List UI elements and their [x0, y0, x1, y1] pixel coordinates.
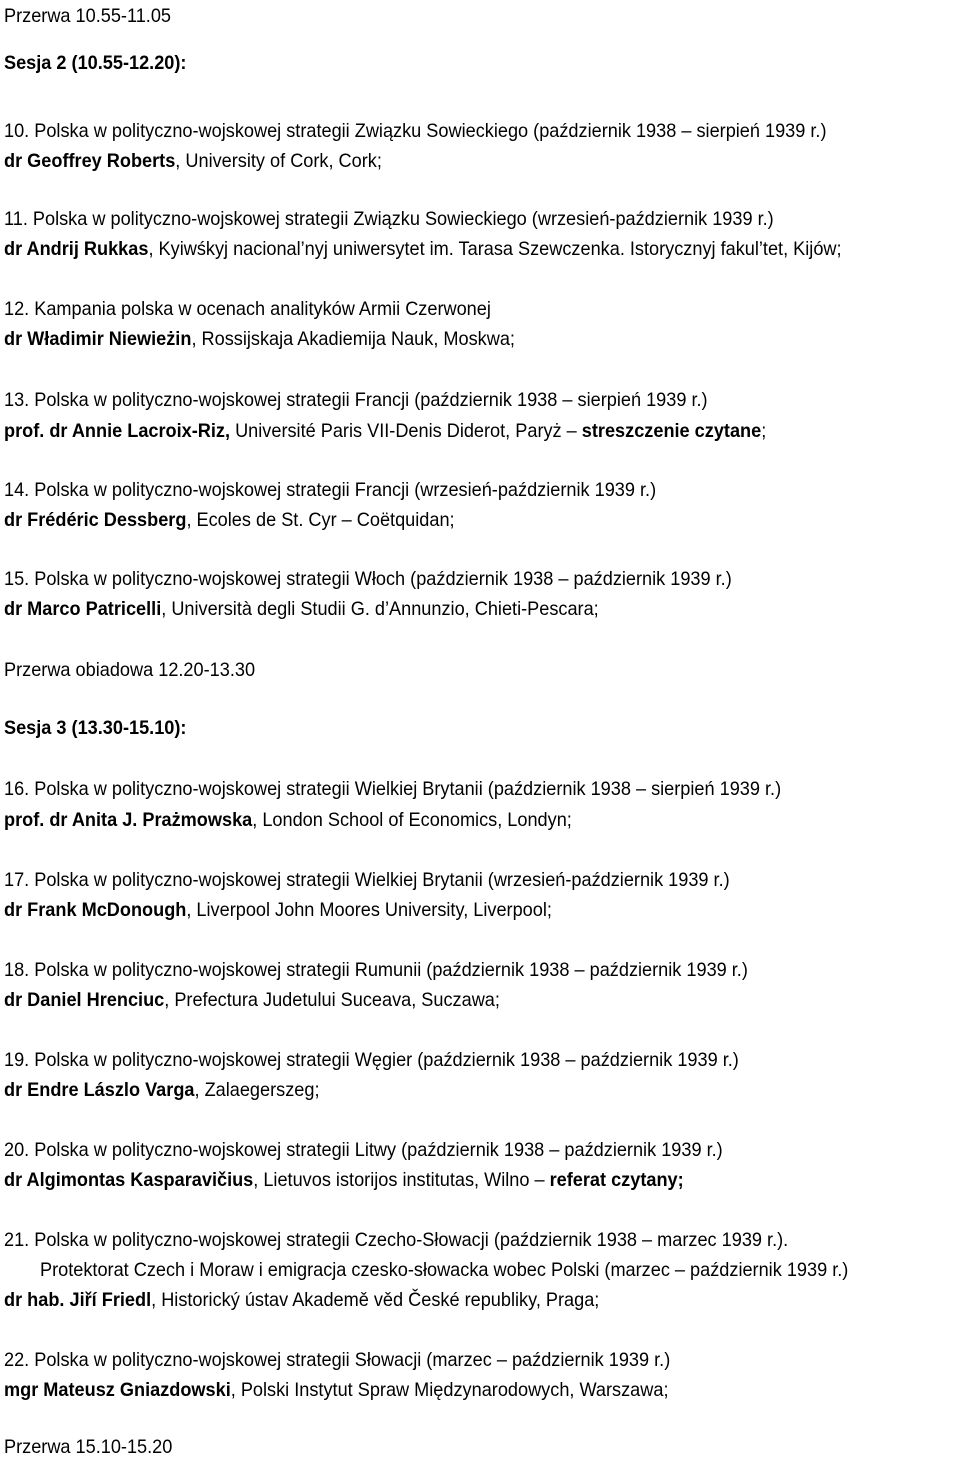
speaker-affiliation: , Università degli Studii G. d’Annunzio, Chieti-Pescara;: [161, 598, 599, 620]
talk-11-title: 11. Polska w polityczno-wojskowej strategii Związku Sowieckiego (wrzesień-październik 1939 r.): [4, 208, 774, 230]
talk-14-speaker: [4, 505, 893, 535]
speaker-affiliation: , London School of Economics, Londyn;: [252, 809, 572, 831]
speaker-affiliation: , Lietuvos istorijos institutas, Wilno –: [253, 1169, 550, 1191]
speaker-name: dr Algimontas Kasparavičius: [4, 1169, 254, 1191]
speaker-name: dr hab. Jiří Friedl: [4, 1289, 152, 1311]
speaker-affiliation: , Historický ústav Akademě věd České republiky, Praga;: [151, 1289, 600, 1311]
speaker-name: dr Daniel Hrenciuc: [4, 989, 165, 1011]
talk-10-title: 10. Polska w polityczno-wojskowej strategii Związku Sowieckiego (październik 1938 – sierpień 1939 r.): [4, 120, 827, 142]
speaker-note: streszczenie czytane: [581, 420, 762, 442]
talk-22-speaker: [4, 1375, 893, 1405]
speaker-affiliation: , Rossijskaja Akadiemija Nauk, Moskwa;: [191, 328, 515, 350]
talk-20-speaker: [4, 1165, 893, 1195]
speaker-affiliation: , Kyiwśkyj nacional’nyj uniwersytet im. Tarasa Szewczenka. Istorycznyj fakul’tet, Kijów;: [148, 238, 842, 260]
speaker-name: prof. dr Anita J. Prażmowska: [4, 809, 253, 831]
talk-17-title: 17. Polska w polityczno-wojskowej strategii Wielkiej Brytanii (wrzesień-październik 1939 r.): [4, 869, 730, 891]
speaker-name: dr Frank McDonough: [4, 899, 187, 921]
session-3-heading: Sesja 3 (13.30-15.10):: [4, 717, 187, 739]
speaker-affiliation: , Ecoles de St. Cyr – Coëtquidan;: [186, 509, 455, 531]
talk-18-title: 18. Polska w polityczno-wojskowej strategii Rumunii (październik 1938 – październik 1939 r.): [4, 959, 748, 981]
speaker-name: dr Władimir Niewieżin: [4, 328, 192, 350]
break-heading: Przerwa 10.55-11.05: [4, 5, 172, 27]
talk-15-speaker: [4, 594, 893, 624]
speaker-affiliation: , Polski Instytut Spraw Międzynarodowych, Warszawa;: [230, 1379, 669, 1401]
speaker-name: dr Annie Lacroix-Riz,: [49, 420, 231, 442]
talk-14-title: 14. Polska w polityczno-wojskowej strategii Francji (wrzesień-październik 1939 r.): [4, 479, 657, 501]
speaker-name: dr Frédéric Dessberg: [4, 509, 187, 531]
speaker-affiliation: Université Paris VII-Denis Diderot, Paryż –: [230, 420, 582, 442]
talk-13-speaker: [4, 416, 893, 446]
talk-21-subtitle: Protektorat Czech i Moraw i emigracja czesko-słowacka wobec Polski (marzec – październik 1939 r.): [40, 1259, 849, 1281]
talk-20-title: 20. Polska w polityczno-wojskowej strategii Litwy (październik 1938 – październik 1939 r.): [4, 1139, 723, 1161]
speaker-name: mgr Mateusz Gniazdowski: [4, 1379, 231, 1401]
speaker-tail: ;: [761, 420, 767, 442]
talk-17-speaker: [4, 895, 893, 925]
talk-12-title: 12. Kampania polska w ocenach analityków Armii Czerwonej: [4, 298, 491, 320]
talk-15-title: 15. Polska w polityczno-wojskowej strategii Włoch (październik 1938 – październik 1939 r.): [4, 568, 732, 590]
speaker-note: referat czytany;: [549, 1169, 684, 1191]
speaker-name: dr Andrij Rukkas: [4, 238, 149, 260]
talk-18-speaker: [4, 985, 893, 1015]
speaker-name: dr Endre Lászlo Varga: [4, 1079, 195, 1101]
talk-11-speaker: [4, 234, 893, 264]
break-heading-2: Przerwa 15.10-15.20: [4, 1436, 173, 1458]
talk-22-title: 22. Polska w polityczno-wojskowej strategii Słowacji (marzec – październik 1939 r.): [4, 1349, 671, 1371]
speaker-affiliation: , University of Cork, Cork;: [175, 150, 382, 172]
speaker-prefix: prof.: [4, 420, 50, 442]
talk-21-speaker: [4, 1285, 893, 1315]
speaker-name: dr Marco Patricelli: [4, 598, 162, 620]
speaker-affiliation: , Zalaegerszeg;: [194, 1079, 320, 1101]
talk-21-title: 21. Polska w polityczno-wojskowej strategii Czecho-Słowacji (październik 1938 – marzec 1939 r.).: [4, 1229, 789, 1251]
speaker-affiliation: , Prefectura Judetului Suceava, Suczawa;: [164, 989, 500, 1011]
talk-12-speaker: [4, 324, 893, 354]
talk-16-speaker: [4, 805, 893, 835]
talk-16-title: 16. Polska w polityczno-wojskowej strategii Wielkiej Brytanii (październik 1938 – sierpień 1939 r.): [4, 778, 782, 800]
speaker-affiliation: , Liverpool John Moores University, Liverpool;: [186, 899, 552, 921]
lunch-break: Przerwa obiadowa 12.20-13.30: [4, 659, 256, 681]
speaker-name: dr Geoffrey Roberts: [4, 150, 176, 172]
talk-19-speaker: [4, 1075, 893, 1105]
session-2-heading: Sesja 2 (10.55-12.20):: [4, 52, 187, 74]
talk-10-speaker: [4, 146, 893, 176]
talk-19-title: 19. Polska w polityczno-wojskowej strategii Węgier (październik 1938 – październik 1939 r.): [4, 1049, 739, 1071]
talk-13-title: 13. Polska w polityczno-wojskowej strategii Francji (październik 1938 – sierpień 1939 r.): [4, 389, 708, 411]
